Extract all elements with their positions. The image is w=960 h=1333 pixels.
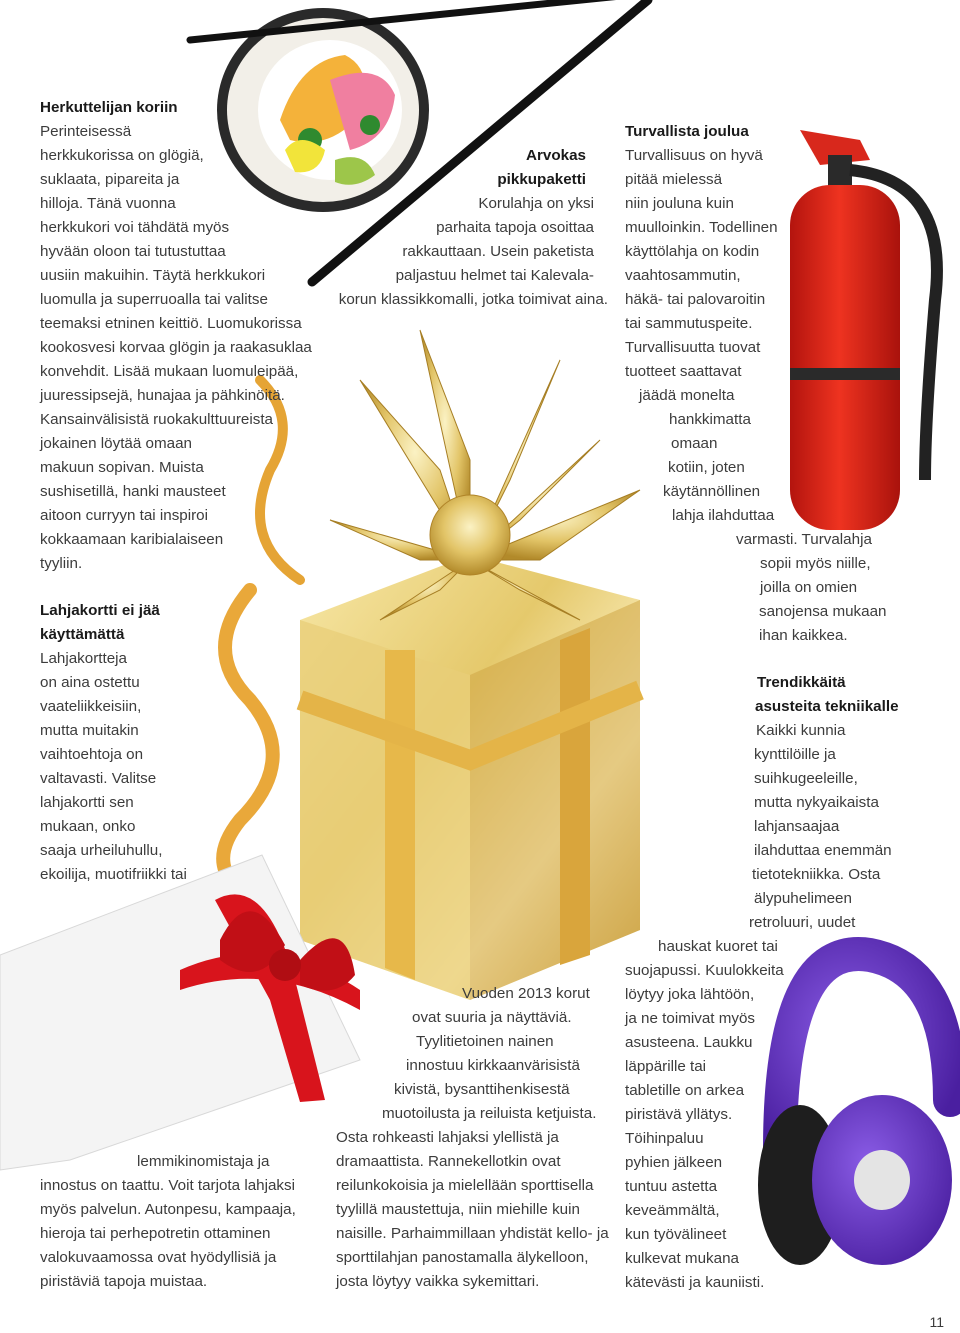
text-line: lemmikinomistaja ja — [137, 1153, 270, 1170]
text-line: Turvallisuus on hyvä — [625, 147, 763, 164]
text-line: tuntuu astetta — [625, 1178, 718, 1195]
heading: Trendikkäitä — [757, 674, 846, 691]
heading: asusteita tekniikalle — [755, 698, 899, 715]
text-line: tyyliin. — [40, 555, 83, 572]
text-line: Turvallisuutta tuovat — [625, 339, 761, 356]
text-line: mutta nykyaikaista — [754, 794, 879, 811]
heading: käyttämättä — [40, 626, 125, 643]
heading: Lahjakortti ei jää — [40, 602, 160, 619]
text-line: teemaksi etninen keittiö. Luomukorissa — [40, 315, 302, 332]
text-line: tai sammutuspeite. — [625, 315, 753, 332]
text-line: kun työvälineet — [625, 1226, 727, 1243]
text-line: älypuhelimeen — [754, 890, 852, 907]
text-line: häkä- tai palovaroitin — [625, 291, 766, 308]
text-line: tabletille on arkea — [625, 1082, 745, 1099]
text-line: asusteena. Laukku — [625, 1034, 753, 1051]
text-line: lahjansaajaa — [754, 818, 840, 835]
text-line: herkkukorissa on glögiä, — [40, 147, 204, 164]
text-line: retroluuri, uudet — [749, 914, 856, 931]
text-line: omaan — [671, 435, 718, 452]
text-line: korun klassikkomalli, jotka toimivat aina. — [338, 291, 608, 308]
text-line: luomulla ja superruoalla tai valitse — [40, 291, 268, 308]
text-line: käytännöllinen — [663, 483, 761, 500]
text-line: on aina ostettu — [40, 674, 140, 691]
text-line: mukaan, onko — [40, 818, 136, 835]
text-line: kivistä, bysanttihenkisestä — [394, 1081, 570, 1098]
text-line: pitää mielessä — [625, 171, 723, 188]
text-line: sanojensa mukaan — [759, 603, 887, 620]
text-line: käyttölahja on kodin — [625, 243, 760, 260]
text-line: sopii myös niille, — [760, 555, 871, 572]
text-line: hieroja tai perhepotretin ottaminen — [40, 1225, 271, 1242]
fire-extinguisher — [790, 130, 937, 530]
text-line: vaahtosammutin, — [625, 267, 741, 284]
heading: Turvallista joulua — [625, 123, 749, 140]
text-line: parhaita tapoja osoittaa — [436, 219, 594, 236]
text-line: jäädä monelta — [639, 387, 735, 404]
text-line: valokuvaamossa ovat hyödyllisiä ja — [40, 1249, 277, 1266]
text-line: Lahjakortteja — [40, 650, 127, 667]
text-line: lahja ilahduttaa — [672, 507, 775, 524]
text-line: joilla on omien — [760, 579, 858, 596]
text-line: kynttilöille ja — [754, 746, 836, 763]
text-line: muulloinkin. Todellinen — [625, 219, 778, 236]
text-line: innostus on taattu. Voit tarjota lahjaksi — [40, 1177, 295, 1194]
text-line: pyhien jälkeen — [625, 1154, 723, 1171]
text-line: vaateliikkeisiin, — [40, 698, 142, 715]
purple-headphones — [758, 954, 952, 1265]
text-line: juuressipsejä, hunajaa ja pähkinöitä. — [40, 387, 285, 404]
text-line: rakkauttaan. Usein paketista — [402, 243, 594, 260]
text-line: suklaata, pipareita ja — [40, 171, 180, 188]
text-line: Perinteisessä — [40, 123, 132, 140]
text-line: vaihtoehtoja on — [40, 746, 144, 763]
text-line: herkkukori voi tähdätä myös — [40, 219, 230, 236]
text-line: mutta muitakin — [40, 722, 139, 739]
heading: Arvokas — [526, 147, 586, 164]
gold-gift-box — [223, 330, 640, 1000]
text-line: konvehdit. Lisää mukaan luomuleipää, — [40, 363, 299, 380]
text-line: kotiin, joten — [668, 459, 745, 476]
text-line: paljastuu helmet tai Kalevala- — [395, 267, 594, 284]
text-line: sporttilahjan panostamalla älykelloon, — [336, 1249, 589, 1266]
text-line: aitoon curryyn tai inspiroi — [40, 507, 208, 524]
text-line: kätevästi ja kauniisti. — [625, 1274, 765, 1291]
text-line: läppärille tai — [625, 1058, 707, 1075]
text-line: reilunkokoisia ja mielellään sporttisella — [336, 1177, 594, 1194]
text-line: tyylillä maustettuja, niin miehille kuin — [336, 1201, 580, 1218]
page-number: 11 — [929, 1314, 944, 1330]
text-line: kokkaamaan karibialaiseen — [40, 531, 224, 548]
text-line: ihan kaikkea. — [759, 627, 848, 644]
text-line: hauskat kuoret tai — [658, 938, 778, 955]
text-line: valtavasti. Valitse — [40, 770, 157, 787]
text-line: dramaattista. Rannekellotkin ovat — [336, 1153, 561, 1170]
heading: pikkupaketti — [497, 171, 586, 188]
text-line: muotoilusta ja reiluista ketjuista. — [382, 1105, 597, 1122]
text-line: tuotteet saattavat — [625, 363, 742, 380]
text-line: innostuu kirkkaanvärisistä — [406, 1057, 580, 1074]
text-line: niin jouluna kuin — [625, 195, 734, 212]
heading: Herkuttelijan koriin — [40, 99, 178, 116]
text-line: ja ne toimivat myös — [625, 1010, 755, 1027]
text-line: piristävä yllätys. — [625, 1106, 733, 1123]
text-line: hyvään oloon tai tutustuttaa — [40, 243, 226, 260]
text-line: tietotekniikka. Osta — [752, 866, 881, 883]
text-line: uusiin makuihin. Täytä herkkukori — [40, 267, 266, 284]
text-line: hankkimatta — [669, 411, 751, 428]
text-line: sushisetillä, hanki mausteet — [40, 483, 226, 500]
text-line: Kansainvälisistä ruokakulttuureista — [40, 411, 273, 428]
text-line: makuun sopivan. Muista — [40, 459, 204, 476]
text-line: suojapussi. Kuulokkeita — [625, 962, 784, 979]
text-line: Osta rohkeasti lahjaksi ylellistä ja — [336, 1129, 559, 1146]
text-line: Töihinpaluu — [625, 1130, 704, 1147]
text-line: Vuoden 2013 korut — [462, 985, 590, 1002]
text-line: keveämmältä, — [625, 1202, 720, 1219]
text-line: Korulahja on yksi — [478, 195, 594, 212]
text-line: Kaikki kunnia — [756, 722, 846, 739]
text-line: ilahduttaa enemmän — [754, 842, 892, 859]
text-line: piristäviä tapoja muistaa. — [40, 1273, 208, 1290]
text-line: saaja urheiluhullu, — [40, 842, 163, 859]
text-line: kookosvesi korvaa glögin ja raakasuklaa — [40, 339, 312, 356]
text-line: jokainen löytää omaan — [40, 435, 192, 452]
text-line: naisille. Parhaimmillaan yhdistät kello- ja — [336, 1225, 609, 1242]
text-line: josta löytyy vaikka sykemittari. — [336, 1273, 540, 1290]
text-line: Tyylitietoinen nainen — [416, 1033, 554, 1050]
text-line: lahjakortti sen — [40, 794, 134, 811]
sushi-roll — [217, 8, 429, 212]
text-line: ovat suuria ja näyttäviä. — [412, 1009, 572, 1026]
text-line: kulkevat mukana — [625, 1250, 739, 1267]
text-line: myös palvelun. Autonpesu, kampaaja, — [40, 1201, 296, 1218]
text-line: ekoilija, muotifriikki tai — [40, 866, 187, 883]
text-line: suihkugeeleille, — [754, 770, 858, 787]
text-line: hilloja. Tänä vuonna — [40, 195, 176, 212]
text-line: varmasti. Turvalahja — [736, 531, 872, 548]
chopstick — [190, 0, 660, 40]
text-line: löytyy joka lähtöön, — [625, 986, 755, 1003]
